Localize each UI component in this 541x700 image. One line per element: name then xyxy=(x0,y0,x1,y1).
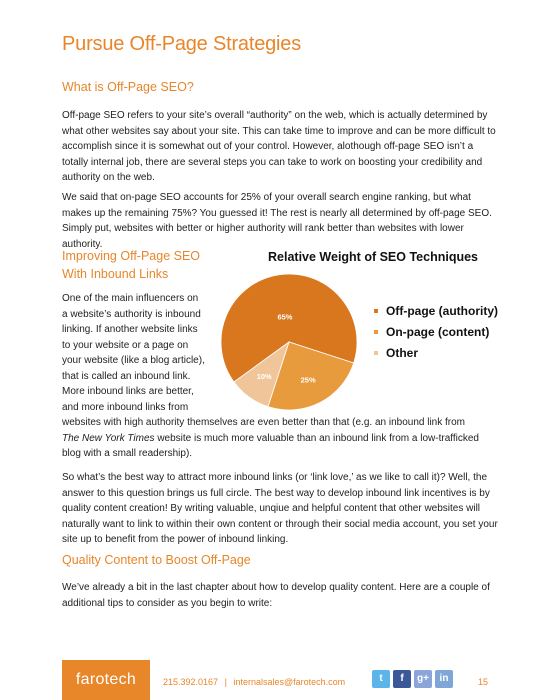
paragraph-inbound-links-continued xyxy=(62,415,502,462)
publication-name: The New York Times xyxy=(62,432,155,444)
google-plus-icon[interactable]: g+ xyxy=(414,670,432,688)
chart-title: Relative Weight of SEO Techniques xyxy=(268,250,478,264)
paragraph-off-page-definition: Off-page SEO refers to your site’s overall “authority” on the web, which is actually determined by what other websites say about your site. This can take time to improve and can be more difficult to accomplish since it is somewhat out of your control. However, alothough off-page SEO isn’t a totally internal job, there are several steps you can take to work on boosting your credibility and authority on the web. xyxy=(62,110,496,183)
text-line: One of the main influencers on xyxy=(62,293,199,304)
text-line xyxy=(62,431,502,447)
linkedin-icon[interactable]: in xyxy=(435,670,453,688)
pie-value-label-other: 10% xyxy=(256,372,272,382)
text-line: to your website or a page on xyxy=(62,339,189,351)
paragraph-link-love: So what’s the best way to attract more inbound links (or ‘link love,’ as we like to call it)? Well, the answer to this question brings us full circle. The best way to develop inbound link incentives is by quality content creation! By writing valuable, unqiue and helpful content that other websites will naturally want to link to within their own content or through their social media account, you set your site up to benefit from the power of inbound linking. xyxy=(62,472,498,545)
footer xyxy=(0,660,541,700)
legend-swatch-other xyxy=(374,351,378,355)
text-line: and more inbound links from xyxy=(62,401,189,413)
text-line: your website (like a blog article), xyxy=(62,355,205,366)
text-span: website is much more valuable than an inbound link from a low-trafficked xyxy=(154,432,479,444)
twitter-icon[interactable]: t xyxy=(372,670,390,688)
contact-separator: | xyxy=(224,677,227,687)
legend-swatch-on-page xyxy=(374,330,378,334)
page-number: 15 xyxy=(478,677,489,687)
legend-label-on-page: On-page (content) xyxy=(386,325,490,339)
facebook-icon[interactable]: f xyxy=(393,670,411,688)
footer-contact xyxy=(163,677,345,687)
section-heading-inbound-links xyxy=(62,247,200,283)
legend-label-other: Other xyxy=(386,346,419,360)
seo-weight-pie-chart xyxy=(220,247,520,412)
text-line: a website’s authority is inbound xyxy=(62,308,201,320)
legend-swatch-off-page xyxy=(374,309,378,313)
email-address[interactable]: internalsales@farotech.com xyxy=(233,677,346,687)
farotech-logo[interactable]: farotech xyxy=(62,660,150,700)
text-line: linking. If another website links xyxy=(62,324,198,335)
paragraph-off-page-weight: We said that on-page SEO accounts for 25% of your overall search engine ranking, but what makes up the remaining 75%? You guessed it! The rest is nearly all determined by off-page SEO. Simply put, websites with better or higher authority will rank better than websites with lower authority. xyxy=(62,192,492,250)
page-title: Pursue Off-Page Strategies xyxy=(62,33,302,55)
pie-value-label-on-page: 25% xyxy=(300,375,316,385)
heading-line: With Inbound Links xyxy=(62,267,169,281)
text-line: More inbound links are better, xyxy=(62,386,194,397)
text-line: blog with a small readership). xyxy=(62,448,193,459)
pie-value-label-off-page: 65% xyxy=(277,312,293,322)
paragraph-quality-content: We’ve already a bit in the last chapter about how to develop quality content. Here are a couple of additional tips to consider as you begin to write: xyxy=(62,582,490,609)
section-heading-what-is-off-page: What is Off-Page SEO? xyxy=(62,80,194,94)
phone-number[interactable]: 215.392.0167 xyxy=(163,677,219,687)
text-line: that is called an inbound link. xyxy=(62,370,191,382)
section-heading-quality-content: Quality Content to Boost Off-Page xyxy=(62,553,251,567)
paragraph-inbound-links-narrow xyxy=(62,291,222,415)
legend-label-off-page: Off-page (authority) xyxy=(386,304,498,318)
text-line: websites with high authority themselves are even better than that (e.g. an inbound link from xyxy=(62,417,466,428)
heading-line: Improving Off-Page SEO xyxy=(62,249,201,263)
